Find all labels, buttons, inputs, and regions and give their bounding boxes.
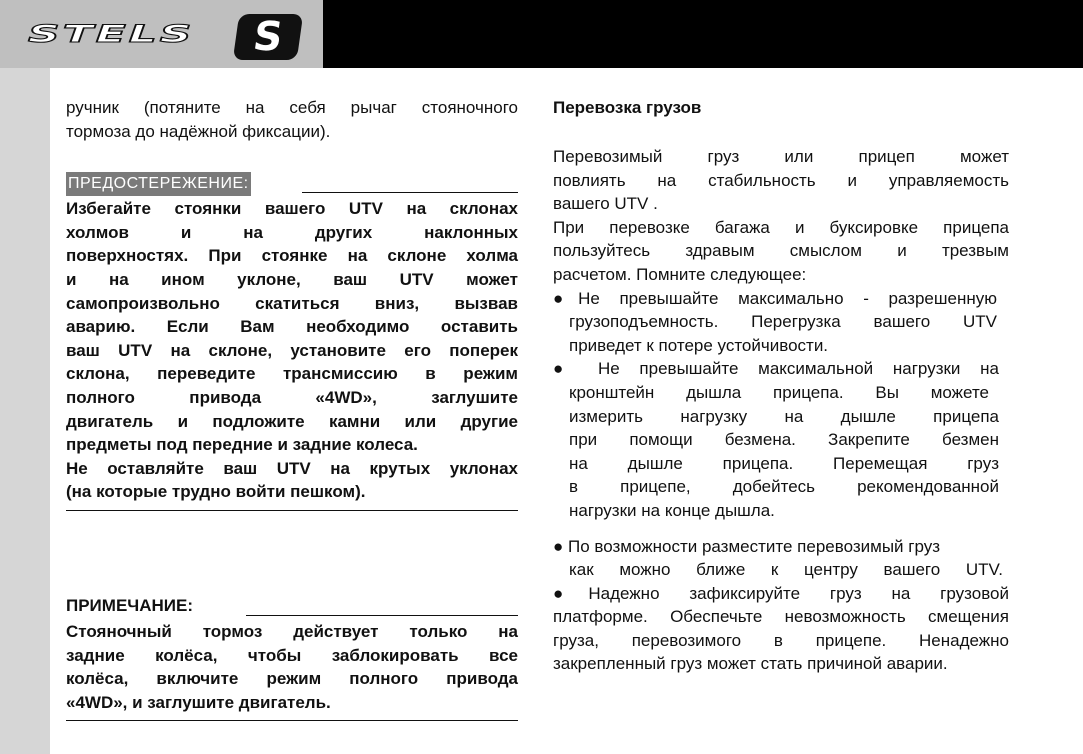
warning-line: самопроизвольно скатиться вниз, вызвав: [66, 293, 518, 313]
note-rule: [246, 615, 518, 616]
warning-line: Избегайте стоянки вашего UTV на склонах: [66, 199, 518, 219]
bullet-line: кронштейн дышла прицепа. Вы можете: [569, 382, 989, 402]
note-line: колёса, включите режим полного привода: [66, 669, 518, 689]
bullet-item: [553, 582, 1009, 676]
warning-line: (на которые трудно войти пешком).: [66, 482, 366, 502]
bullet-item: [553, 357, 999, 522]
bullet-line: ● Не превышайте максимальной нагрузки на: [553, 359, 999, 379]
bullet-line: как можно ближе к центру вашего UTV.: [569, 560, 1003, 580]
note-line: Стояночный тормоз действует только на: [66, 621, 518, 641]
warning-line: ваш UTV на склоне, установите его поперек: [66, 340, 518, 360]
warning-line: двигатель и подложите камни или другие: [66, 411, 518, 431]
para2-line: пользуйтесь здравым смыслом и трезвым: [553, 241, 1009, 261]
warning-line: аварию. Если Вам необходимо оставить: [66, 317, 518, 337]
warning-line: и на ином уклоне, ваш UTV может: [66, 269, 518, 289]
warning-text: [66, 197, 518, 511]
right-column: [553, 96, 1009, 676]
brand-logo: [0, 0, 323, 68]
para1-line: Перевозимый груз или прицеп может: [553, 147, 1009, 166]
para1-line: вашего UTV .: [553, 194, 658, 214]
warning-heading: [66, 171, 518, 197]
bullet-line: закрепленный груз может стать причиной аварии.: [553, 654, 948, 674]
bullet-line: нагрузки на конце дышла.: [569, 500, 775, 520]
bullet-item: [553, 287, 997, 358]
para2-line: При перевозке багажа и буксировке прицепа: [553, 217, 1009, 237]
bullet-line: грузоподъемность. Перегрузка вашего UTV: [569, 312, 997, 332]
para2-line: расчетом. Помните следующее:: [553, 264, 807, 284]
warning-line: поверхностях. При стоянке на склоне холма: [66, 246, 518, 266]
note-line: задние колёса, чтобы заблокировать все: [66, 645, 518, 665]
note-line: «4WD», и заглушите двигатель.: [66, 692, 331, 712]
intro-line: тормоза до надёжной фиксации).: [66, 121, 331, 141]
warning-line: холмов и на других наклонных: [66, 222, 518, 242]
page-margin-strip: [0, 68, 50, 754]
bullet-item: [553, 535, 1003, 582]
bullet-line: приведет к потере устойчивости.: [569, 335, 829, 355]
note-text: [66, 620, 518, 721]
left-column: [66, 96, 518, 721]
bullet-line: ● По возможности разместите перевозимый груз: [553, 536, 941, 556]
bullet-line: при помощи безмена. Закрепите безмен: [569, 430, 999, 450]
bullet-line: на дышле прицепа. Перемещая груз: [569, 453, 999, 473]
logo-badge-icon: [233, 14, 303, 60]
warning-rule: [302, 192, 518, 193]
logo-badge-letter: S: [250, 14, 286, 60]
intro-line: ручник (потяните на себя рычаг стояночного: [66, 98, 518, 117]
section-title: Перевозка грузов: [553, 98, 702, 117]
warning-line: полного привода «4WD», заглушите: [66, 387, 518, 407]
logo-wordmark: STELS: [28, 19, 195, 48]
bullet-line: измерить нагрузку на дышле прицепа: [569, 406, 999, 426]
note-label: ПРИМЕЧАНИЕ:: [66, 595, 193, 615]
warning-label: ПРЕДОСТЕРЕЖЕНИЕ:: [66, 172, 251, 196]
spacer: [553, 523, 1009, 535]
bullet-line: груза, перевозимого в прицепе. Ненадежно: [553, 630, 1009, 650]
bullet-line: ●Надежно зафиксируйте груз на грузовой: [553, 583, 1009, 603]
warning-line: предметы под передние и задние колеса.: [66, 435, 418, 455]
bullet-line: в прицепе, добейтесь рекомендованной: [569, 477, 999, 497]
warning-line: Не оставляйте ваш UTV на крутых уклонах: [66, 458, 518, 478]
bullet-line: платформе. Обеспечьте невозможность смещения: [553, 607, 1009, 627]
para1-line: повлиять на стабильность и управляемость: [553, 170, 1009, 190]
bullet-line: ●Не превышайте максимально - разрешенную: [553, 288, 997, 308]
note-heading: [66, 594, 518, 620]
warning-line: склона, переведите трансмиссию в режим: [66, 364, 518, 384]
